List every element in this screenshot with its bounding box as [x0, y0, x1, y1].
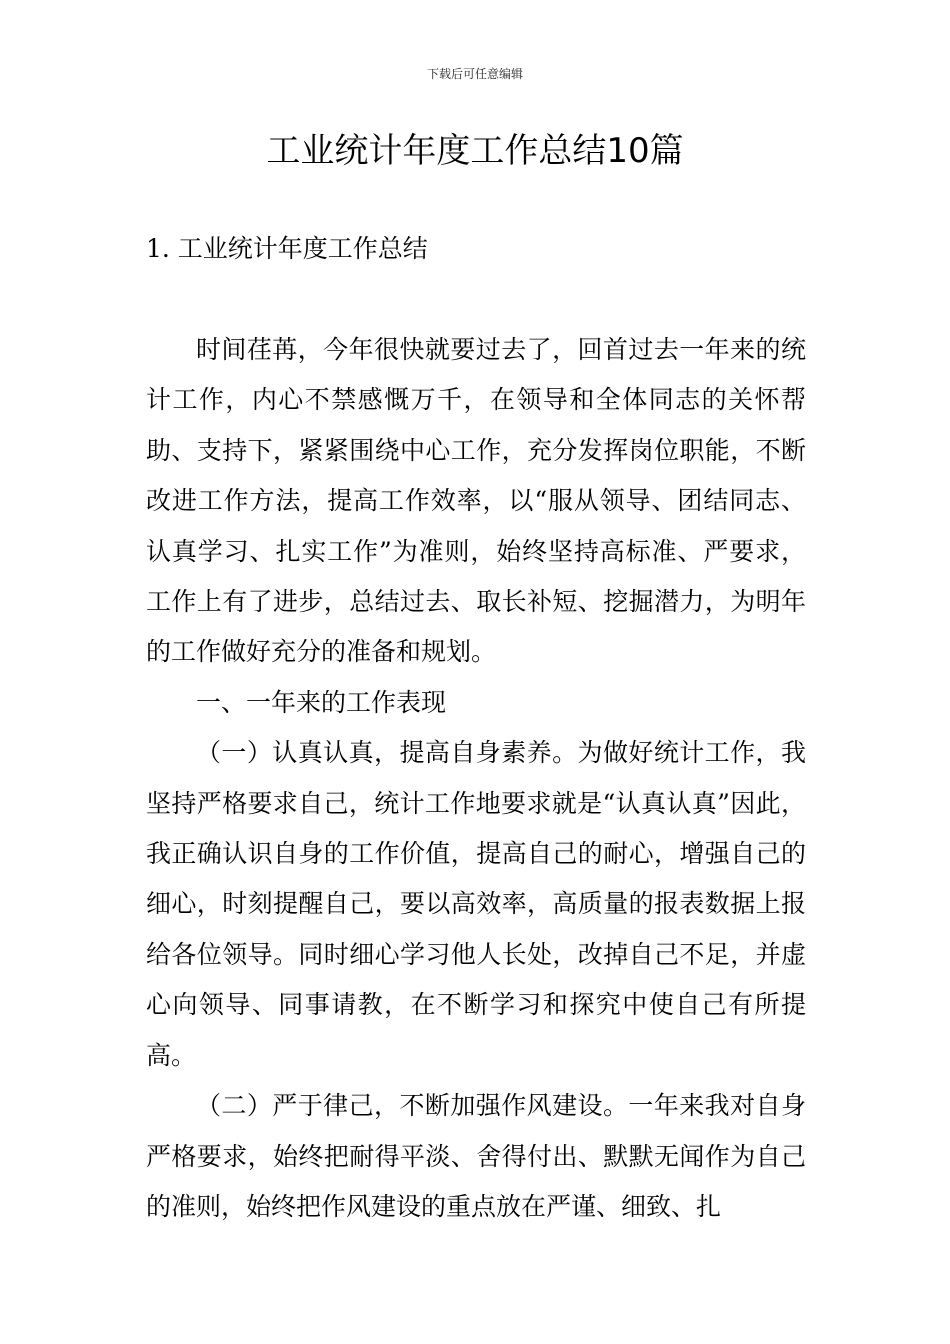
paragraph-intro: 时间荏苒，今年很快就要过去了，回首过去一年来的统计工作，内心不禁感慨万千，在领导和全体同志的关怀帮助、支持下，紧紧围绕中心工作，充分发挥岗位职能，不断改进工作方法，提高工作效率，以“服从领导、团结同志、认真学习、扎实工作”为准则，始终坚持高标准、严要求，工作上有了进步，总结过去、取长补短、挖掘潜力，为明年的工作做好充分的准备和规划。	[146, 335, 806, 667]
document-title: 工业统计年度工作总结10篇	[266, 131, 684, 171]
section-heading: 1. 工业统计年度工作总结	[146, 234, 428, 263]
paragraph-item-2: （二）严于律己，不断加强作风建设。一年来我对自身严格要求，始终把耐得平淡、舍得付出、默默无闻作为自己的准则，始终把作风建设的重点放在严谨、细致、扎	[146, 1091, 806, 1221]
body-text	[146, 325, 806, 1232]
header-note: 下载后可任意编辑	[426, 67, 523, 81]
paragraph-item-1: （一）认真认真，提高自身素养。为做好统计工作，我坚持严格要求自己，统计工作地要求就是“认真认真”因此，我正确认识自身的工作价值，提高自己的耐心，增强自己的细心，时刻提醒自己，要以高效率，高质量的报表数据上报给各位领导。同时细心学习他人长处，改掉自己不足，并虚心向领导、同事请教，在不断学习和探究中使自己有所提高。	[146, 738, 806, 1070]
paragraph-heading-work-performance: 一、一年来的工作表现	[196, 687, 447, 717]
